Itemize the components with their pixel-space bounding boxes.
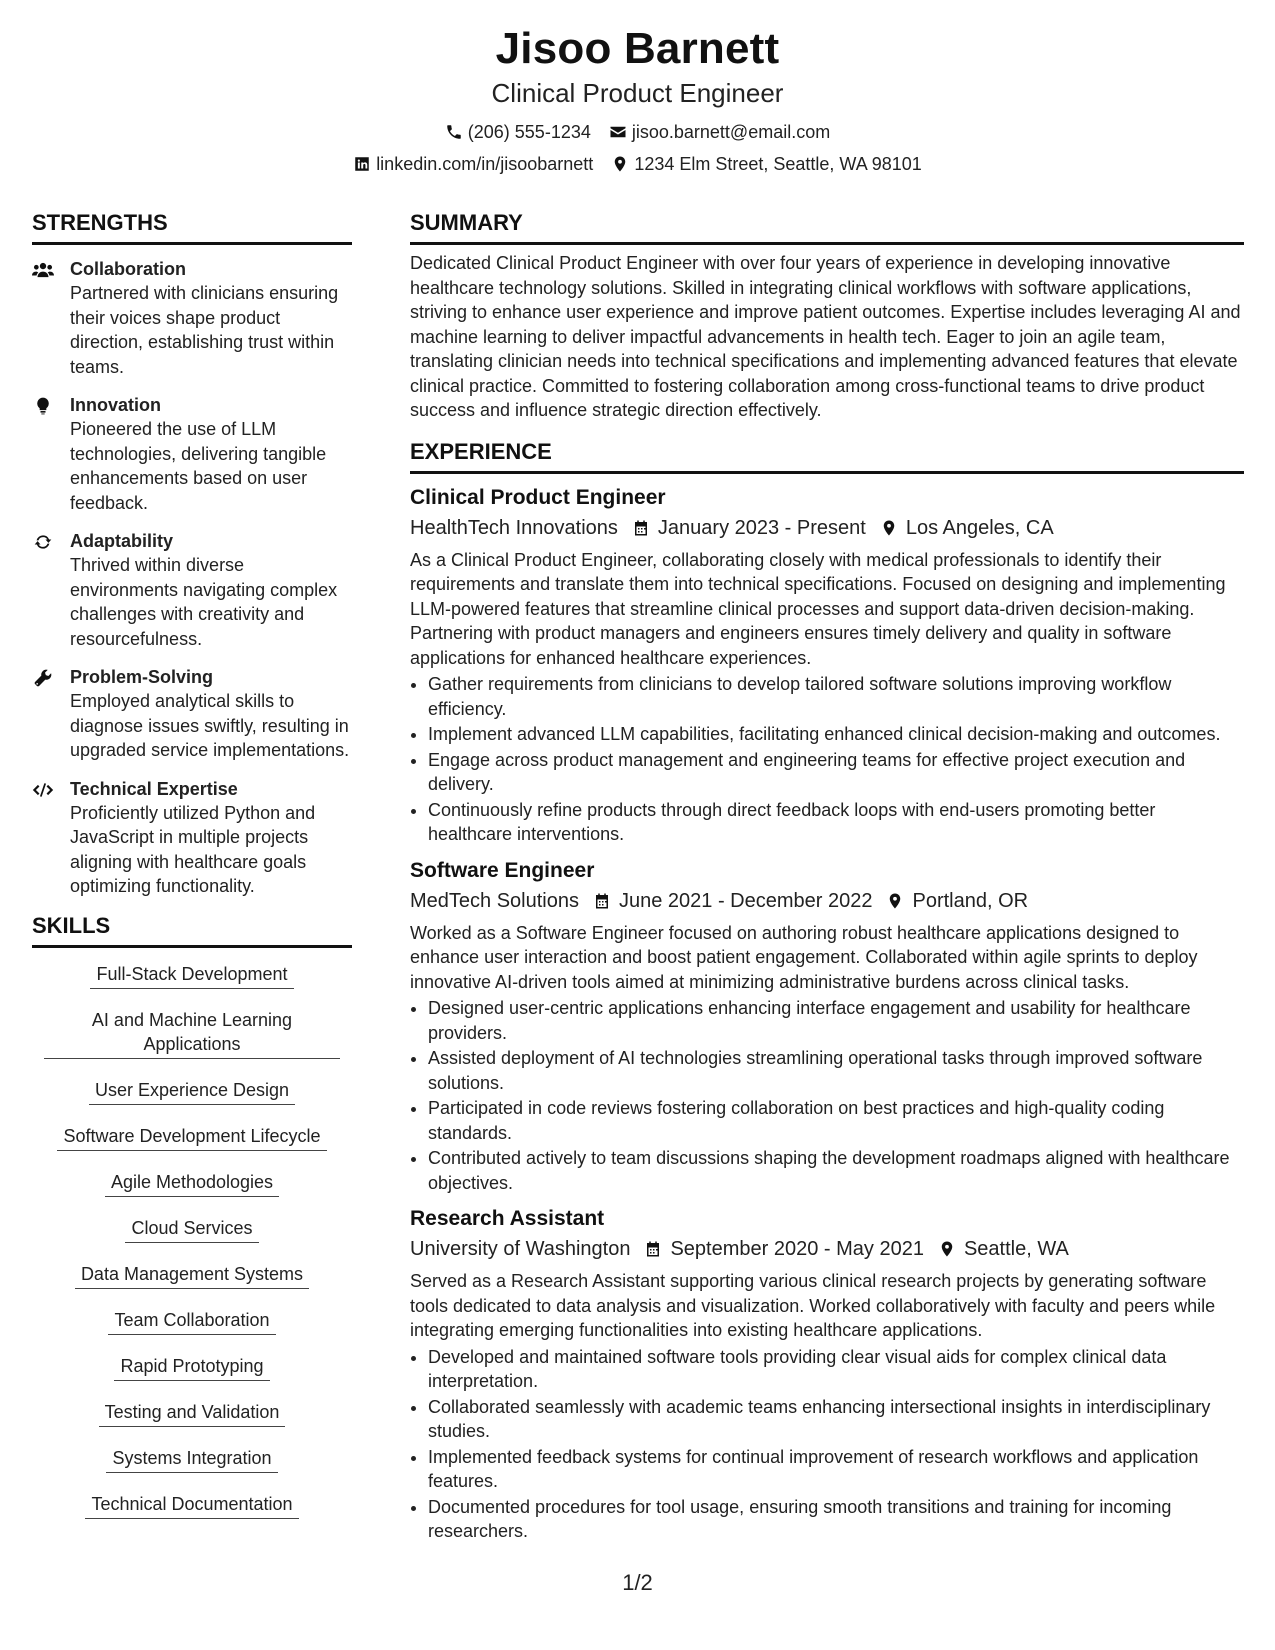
strength-item	[32, 665, 352, 763]
job-meta	[410, 514, 1244, 542]
job-description: As a Clinical Product Engineer, collaborating closely with medical professionals to identify their requirements and translate them into technical specifications. Focused on designing and implementing LLM-powered features that streamline clinical processes and support data-driven decision-making. Partnering with product managers and engineers ensures timely delivery and quality in software applications for enhanced healthcare experiences.	[410, 549, 1226, 668]
job-bullets	[410, 996, 1244, 1195]
list-item: • Implemented feedback systems for continual improvement of research workflows and application features.	[428, 1445, 1244, 1494]
map-pin-icon	[611, 155, 629, 173]
candidate-title: Clinical Product Engineer	[491, 78, 784, 108]
strength-name: Technical Expertise	[70, 778, 238, 799]
strength-item	[32, 777, 352, 899]
skill-item: Rapid Prototyping	[32, 1354, 352, 1381]
email-contact[interactable]	[609, 120, 830, 144]
job-bullets	[410, 1345, 1244, 1544]
map-pin-icon	[938, 1240, 956, 1258]
job-title: Clinical Product Engineer	[410, 485, 666, 509]
skill-item: Systems Integration	[32, 1446, 352, 1473]
users-icon	[32, 260, 54, 280]
strength-name: Problem-Solving	[70, 667, 214, 687]
list-item: • Continuously refine products through direct feedback loops with end-users promoting better healthcare interventions.	[428, 798, 1244, 847]
right-column	[410, 210, 1244, 1545]
map-pin-icon	[886, 892, 904, 910]
list-item: • Designed user-centric applications enhancing interface engagement and usability for healthcare providers.	[428, 996, 1244, 1045]
skill-item: AI and Machine Learning Applications	[32, 1008, 352, 1059]
list-item: • Implement advanced LLM capabilities, facilitating enhanced clinical decision-making and outcomes.	[428, 722, 1244, 747]
list-item: • Documented procedures for tool usage, ensuring smooth transitions and training for incoming researchers.	[428, 1495, 1244, 1544]
job-dates: January 2023 - Present	[657, 516, 866, 539]
job-meta	[410, 887, 1244, 915]
strength-name: Innovation	[70, 395, 161, 415]
skill-item: Full-Stack Development	[32, 962, 352, 989]
job-entry	[410, 1205, 1244, 1544]
linkedin-icon	[353, 155, 371, 173]
strength-desc: Employed analytical skills to diagnose issues swiftly, resulting in upgraded service implementations.	[70, 691, 350, 760]
calendar-icon	[632, 519, 650, 537]
skill-item: Software Development Lifecycle	[32, 1124, 352, 1151]
job-company: MedTech Solutions	[410, 889, 579, 912]
list-item: • Participated in code reviews fostering collaboration on best practices and high-quality coding standards.	[428, 1096, 1244, 1145]
summary-heading: SUMMARY	[410, 210, 1244, 245]
page-number: 1/2	[622, 1570, 653, 1595]
lightbulb-icon	[32, 396, 54, 416]
email-text[interactable]: jisoo.barnett@email.com	[631, 122, 831, 142]
strength-desc: Proficiently utilized Python and JavaScript in multiple projects aligning with healthcare goals optimizing functionality.	[70, 802, 316, 896]
strength-name: Collaboration	[70, 259, 186, 279]
linkedin-contact[interactable]	[353, 152, 593, 176]
list-item: • Engage across product management and engineering teams for effective project execution and delivery.	[428, 748, 1244, 797]
experience-heading: EXPERIENCE	[410, 439, 1244, 474]
job-bullets	[410, 672, 1244, 847]
job-title: Software Engineer	[410, 858, 595, 882]
skills-heading: SKILLS	[32, 913, 352, 948]
list-item: • Assisted deployment of AI technologies streamlining operational tasks through improved software solutions.	[428, 1046, 1244, 1095]
job-entry	[410, 484, 1244, 847]
summary-text: Dedicated Clinical Product Engineer with over four years of experience in developing innovative healthcare technology solutions. Skilled in integrating clinical workflows with software applications, striving to enhance user experience and improve patient outcomes. Expertise includes leveraging AI and machine learning to deliver impactful advancements in health tech. Eager to join an agile team, translating clinician needs into technical specifications and implementing advanced features that elevate clinical practice. Committed to fostering collaboration among cross-functional teams to drive product success and influence strategic direction effectively.	[410, 253, 1241, 420]
job-dates: September 2020 - May 2021	[670, 1238, 924, 1260]
skill-item: Cloud Services	[32, 1216, 352, 1243]
strength-item	[32, 257, 352, 379]
contact-row-1	[0, 120, 1275, 144]
strengths-heading: STRENGTHS	[32, 210, 352, 245]
job-meta	[410, 1235, 1244, 1263]
strength-desc: Thrived within diverse environments navigating complex challenges with creativity and resourcefulness.	[70, 555, 338, 649]
calendar-icon	[593, 892, 611, 910]
strength-desc: Partnered with clinicians ensuring their voices shape product direction, establishing trust within teams.	[70, 283, 339, 377]
sync-icon	[32, 532, 54, 552]
skill-item: Testing and Validation	[32, 1400, 352, 1427]
skill-item: Technical Documentation	[32, 1492, 352, 1519]
strength-item	[32, 393, 352, 515]
job-location: Los Angeles, CA	[905, 516, 1054, 539]
left-column	[32, 210, 352, 1538]
list-item: • Collaborated seamlessly with academic teams enhancing intersectional insights in interdisciplinary studies.	[428, 1395, 1244, 1444]
strength-desc: Pioneered the use of LLM technologies, delivering tangible enhancements based on user feedback.	[70, 419, 327, 513]
job-company: University of Washington	[410, 1238, 631, 1260]
calendar-icon	[644, 1240, 662, 1258]
address-contact	[611, 152, 922, 176]
wrench-icon	[32, 668, 54, 688]
job-dates: June 2021 - December 2022	[618, 889, 873, 912]
skill-item: Team Collaboration	[32, 1308, 352, 1335]
skill-item: Data Management Systems	[32, 1262, 352, 1289]
resume-header	[0, 22, 1275, 176]
skill-item: User Experience Design	[32, 1078, 352, 1105]
linkedin-text[interactable]: linkedin.com/in/jisoobarnett	[376, 154, 594, 174]
phone-icon	[445, 123, 463, 141]
contact-row-2	[0, 152, 1275, 176]
map-pin-icon	[880, 519, 898, 537]
skill-item: Agile Methodologies	[32, 1170, 352, 1197]
phone-contact	[445, 120, 591, 144]
candidate-name: Jisoo Barnett	[495, 24, 780, 73]
phone-text: (206) 555-1234	[467, 122, 591, 142]
skills-list	[32, 962, 352, 1519]
job-description: Served as a Research Assistant supporting various clinical research projects by generating software tools dedicated to data analysis and visualization. Worked collaboratively with faculty and peers while integrating emerging functionalities into existing healthcare applications.	[410, 1271, 1216, 1340]
address-text: 1234 Elm Street, Seattle, WA 98101	[634, 154, 922, 174]
job-description: Worked as a Software Engineer focused on authoring robust healthcare applications designed to enhance user interaction and boost patient engagement. Collaborated within agile sprints to deploy innovative AI-driven tools aimed at minimizing administrative burdens across clinical tasks.	[410, 922, 1198, 992]
job-title: Research Assistant	[410, 1207, 605, 1230]
strength-name: Adaptability	[70, 531, 174, 551]
job-company: HealthTech Innovations	[410, 516, 618, 539]
envelope-icon	[609, 123, 627, 141]
job-entry	[410, 857, 1244, 1196]
list-item: • Developed and maintained software tools providing clear visual aids for complex clinical data interpretation.	[428, 1345, 1244, 1394]
job-location: Seattle, WA	[963, 1238, 1069, 1260]
strengths-list	[32, 257, 352, 899]
job-location: Portland, OR	[912, 889, 1029, 912]
list-item: • Gather requirements from clinicians to develop tailored software solutions improving workflow efficiency.	[428, 672, 1244, 721]
list-item: • Contributed actively to team discussions shaping the development roadmaps aligned with healthcare objectives.	[428, 1146, 1244, 1195]
strength-item	[32, 529, 352, 651]
code-icon	[32, 780, 54, 800]
